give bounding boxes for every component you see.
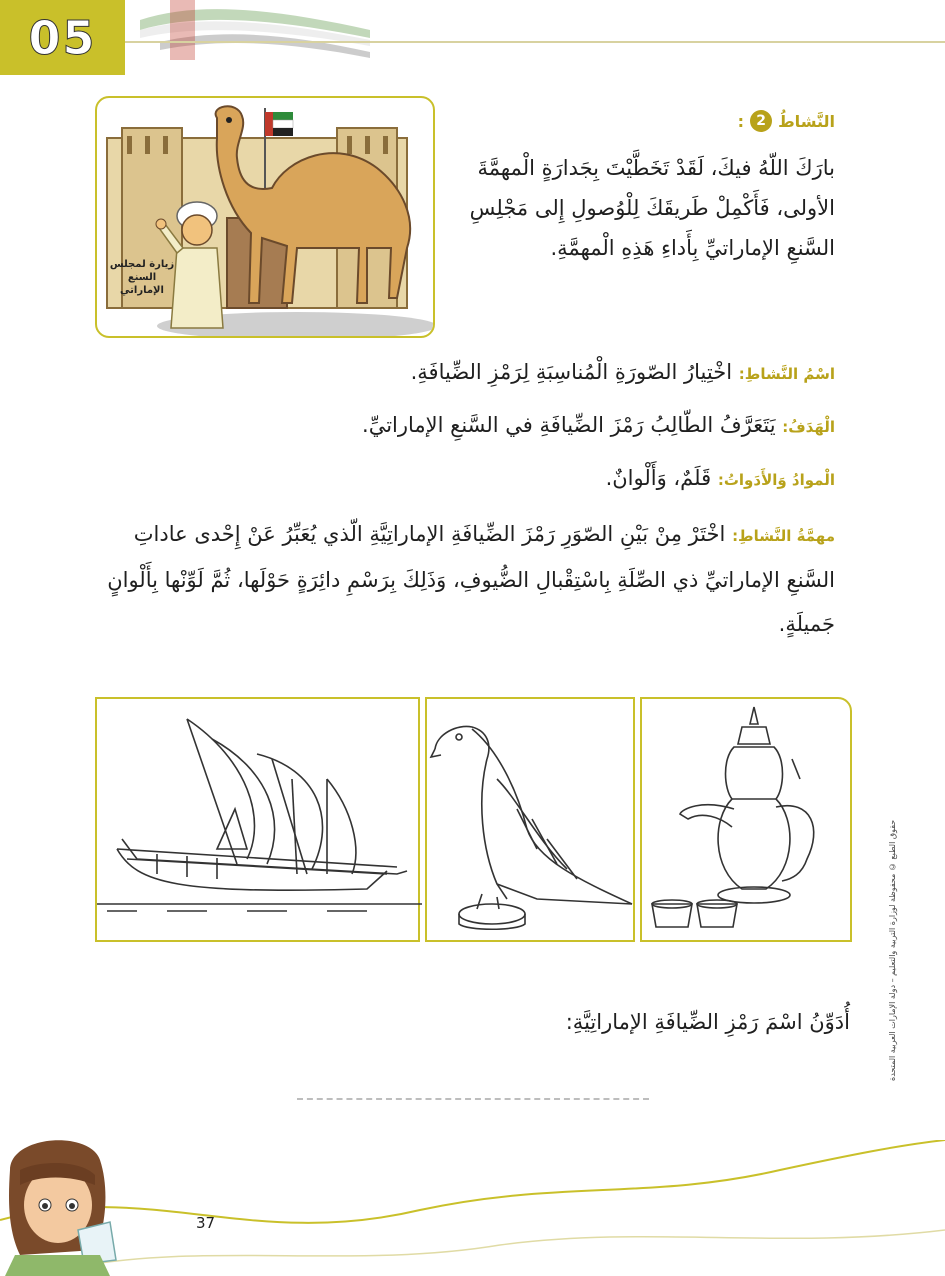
dallah-icon: [642, 699, 854, 944]
materials-row: [105, 458, 835, 500]
activity-name-key: اسْمُ النَّشاطِ:: [738, 365, 835, 383]
header-rule: [125, 41, 945, 43]
dhow-icon: [97, 699, 422, 944]
copyright-vertical: حقوق الطبع © محفوظة لوزارة التربية والتعليم – دولة الإمارات العربية المتحدة: [888, 820, 897, 1082]
dallah-coffee-pot-option[interactable]: [640, 697, 852, 942]
footer-wave: [0, 1140, 945, 1276]
task-row: [105, 512, 835, 646]
goal-value: يَتَعَرَّفُ الطّالِبُ رَمْزَ الضِّيافَةِ في السَّنعِ الإماراتيِّ.: [362, 413, 776, 437]
goal-row: [105, 405, 835, 447]
hero-illustration: [95, 96, 435, 338]
falcon-option[interactable]: [425, 697, 635, 942]
fort-camel-boy-image: [97, 98, 435, 338]
hero-caption-line: زيارة لمجلس: [109, 259, 175, 270]
materials-key: الْموادُ وَالأَدَواتُ:: [717, 471, 835, 489]
page-number: 37: [196, 1214, 216, 1232]
activity-name-row: [105, 352, 835, 394]
activity-label: النَّشاطُ: [778, 111, 835, 131]
uae-flag-swoosh: [140, 0, 370, 60]
falcon-icon: [427, 699, 637, 944]
answer-dashed-line[interactable]: [297, 1098, 649, 1100]
activity-intro: بارَكَ اللّهُ فيكَ، لَقَدْ تَخَطَّيْتَ بِجَدارَةٍ الْمهمَّةَ الأولى، فَأَكْمِلْ طَريقَكَ لِلْوُصولِ إِلى مَجْلِسِ السَّنعِ الإماراتيِّ بِأَداءِ هَذِهِ الْمهمَّةِ.: [469, 156, 835, 260]
hero-caption-line: الإماراتي: [120, 285, 164, 296]
hero-caption: [101, 258, 183, 297]
unit-badge: [0, 0, 125, 75]
goal-key: الْهَدَفُ:: [782, 418, 835, 436]
activity-heading: [738, 110, 835, 132]
activity-number-badge: 2: [750, 110, 772, 132]
activity-colon: :: [737, 111, 745, 131]
unit-number: 05: [28, 10, 97, 65]
activity-name-value: اخْتِيارُ الصّورَةِ الْمُناسِبَةِ لِرَمْزِ الضِّيافَةِ.: [410, 360, 733, 384]
task-value: اخْتَرْ مِنْ بَيْنِ الصّوَرِ رَمْزَ الضِّيافَةِ الإماراتِيَّةِ الّذي يُعَبِّرُ عَنْ إِحْدى عاداتِ السَّنعِ الإماراتيِّ ذي الصِّلَةِ بِاسْتِقْبالِ الضُّيوفِ، وَذَلِكَ بِرَسْمِ دائِرَةٍ حَوْلَها، ثُمَّ لَوِّنْها بِأَلْوانٍ جَميلَةٍ.: [107, 522, 835, 636]
task-key: مهمَّةُ النَّشاطِ:: [732, 527, 835, 545]
dhow-boat-option[interactable]: [95, 697, 420, 942]
write-prompt: أُدَوِّنُ اسْمَ رَمْزِ الضِّيافَةِ الإماراتِيَّةِ:: [565, 1010, 850, 1034]
hero-caption-line: السنع: [127, 272, 157, 283]
materials-value: قَلَمٌ، وَأَلْوانٌ.: [605, 466, 712, 490]
girl-drinking-illustration: [0, 1130, 130, 1276]
